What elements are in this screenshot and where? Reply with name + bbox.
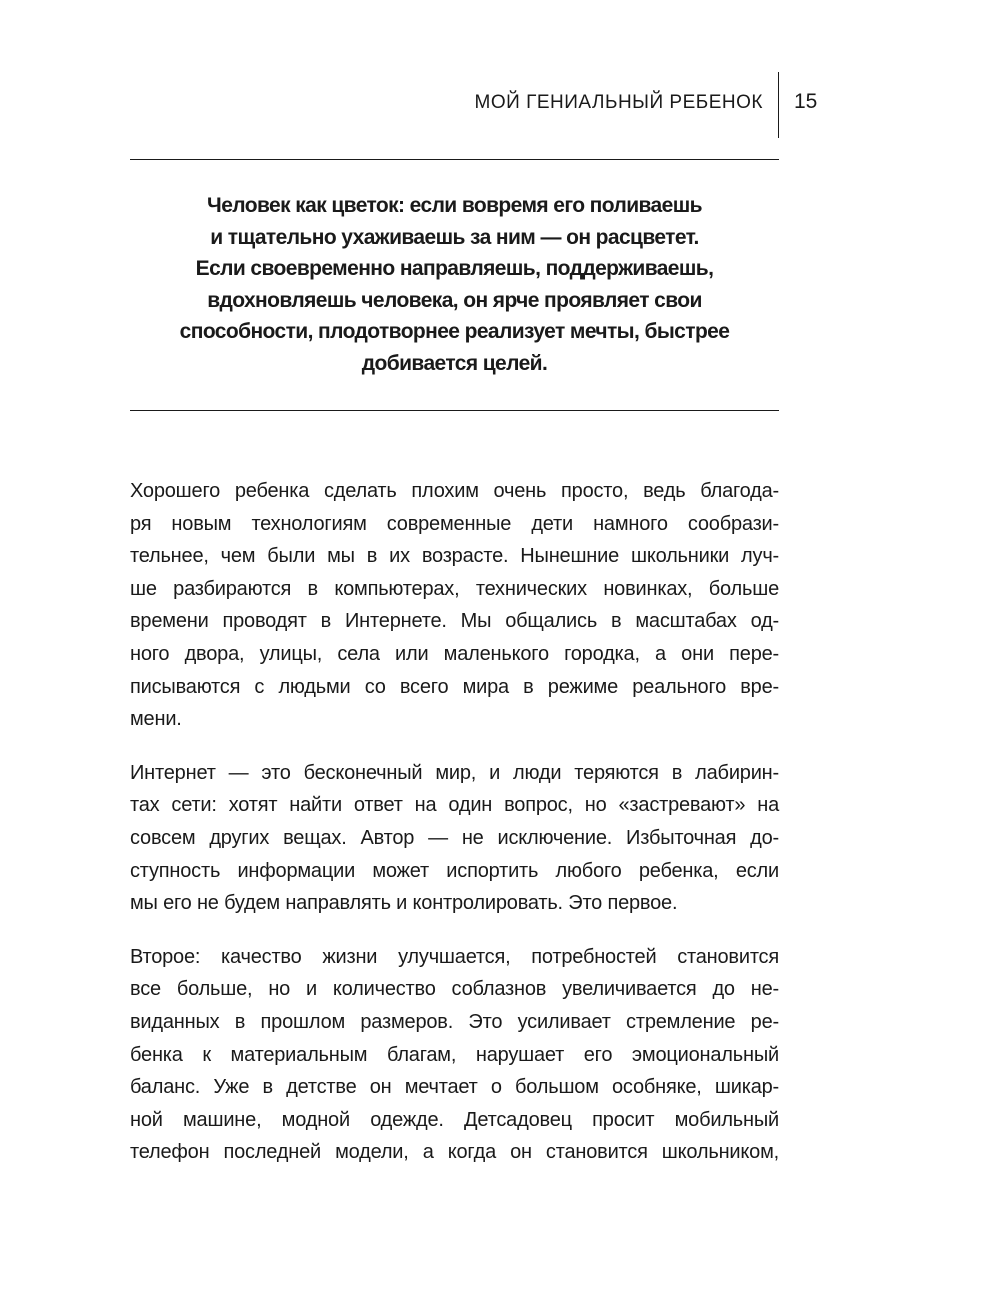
epigraph-line: вдохновляешь человека, он ярче проявляет свои xyxy=(207,288,702,312)
text-line: Интернет — это бесконечный мир, и люди теряются в лабирин- xyxy=(130,761,779,784)
text-line: тах сети: хотят найти ответ на один вопрос, но «застревают» на xyxy=(130,794,779,817)
text-line: виданных в прошлом размеров. Это усиливает стремление ре- xyxy=(130,1010,779,1033)
text-line: баланс. Уже в детстве он мечтает о большом особняке, шикар- xyxy=(130,1076,779,1099)
text-line: Хорошего ребенка сделать плохим очень просто, ведь благода- xyxy=(130,480,779,502)
text-line: телефон последней модели, а когда он становится школьником, xyxy=(130,1141,779,1164)
epigraph-line: Если своевременно направляешь, поддерживаешь, xyxy=(195,257,714,280)
text-line: ной машине, модной одежде. Детсадовец просит мобильный xyxy=(130,1108,779,1131)
epigraph-line: способности, плодотворнее реализует мечты, быстрее xyxy=(179,320,730,343)
epigraph-line: добивается целей. xyxy=(361,351,548,375)
body-text xyxy=(130,475,779,1190)
text-line: тельнее, чем были мы в их возрасте. Нынешние школьники луч- xyxy=(130,545,779,568)
epigraph-rule-bottom xyxy=(130,410,779,411)
text-line: мени. xyxy=(130,708,182,731)
page-number: 15 xyxy=(794,90,818,113)
text-line: мы его не будем направлять и контролировать. Это первое. xyxy=(130,892,678,915)
epigraph-line: и тщательно ухаживаешь за ним — он расцветет. xyxy=(210,225,699,249)
header-divider xyxy=(778,72,779,138)
text-line: писываются с людьми со всего мира в режиме реального вре- xyxy=(130,675,779,698)
paragraph xyxy=(130,475,779,736)
text-line: ше разбираются в компьютерах, технических новинках, больше xyxy=(130,577,779,600)
epigraph-line: Человек как цветок: если вовремя его поливаешь xyxy=(207,194,702,217)
text-line: ного двора, улицы, села или маленького городка, а они пере- xyxy=(130,642,779,665)
text-line: Второе: качество жизни улучшается, потребностей становится xyxy=(130,945,779,968)
paragraph xyxy=(130,941,779,1169)
text-line: бенка к материальным благам, нарушает его эмоциональный xyxy=(130,1043,779,1066)
text-line: все больше, но и количество соблазнов увеличивается до не- xyxy=(130,978,779,1001)
text-line: ступность информации может испортить любого ребенка, если xyxy=(130,859,779,882)
text-line: ря новым технологиям современные дети намного сообрази- xyxy=(130,512,779,535)
text-line: совсем других вещах. Автор — не исключение. Избыточная до- xyxy=(130,826,779,849)
epigraph-rule-top xyxy=(130,159,779,160)
text-line: времени проводят в Интернете. Мы общались в масштабах од- xyxy=(130,610,779,633)
epigraph xyxy=(130,190,779,379)
paragraph xyxy=(130,757,779,920)
running-head: МОЙ ГЕНИАЛЬНЫЙ РЕБЕНОК xyxy=(474,92,763,113)
